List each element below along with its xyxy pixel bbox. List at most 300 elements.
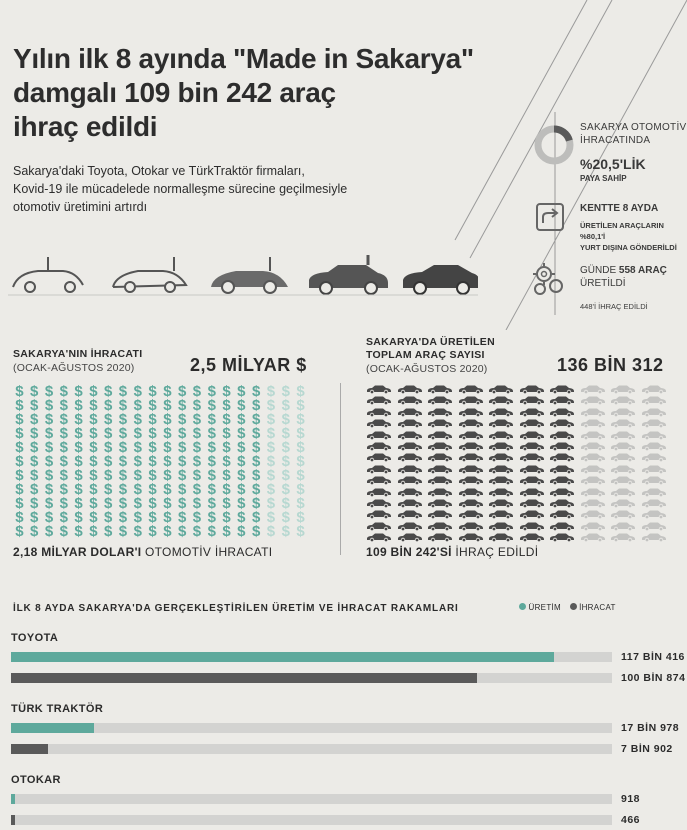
dollar-icon: $ (74, 425, 83, 442)
dollar-icon: $ (266, 495, 276, 512)
dollar-icon: $ (30, 439, 39, 456)
panel-divider (340, 383, 341, 555)
dollar-icon: $ (89, 481, 98, 498)
car-icon (610, 509, 636, 519)
car-icon (641, 418, 667, 428)
bar-track (11, 744, 612, 754)
dollar-icon: $ (192, 495, 202, 512)
car-icon (458, 441, 484, 451)
car-icon (519, 487, 545, 497)
car-icon (610, 441, 636, 451)
car-icon (519, 430, 545, 440)
dollar-icon: $ (251, 383, 261, 400)
dollar-icon: $ (251, 453, 261, 470)
dollar-icon: $ (30, 425, 39, 442)
car-icon (488, 430, 514, 440)
dollar-icon: $ (118, 425, 128, 442)
dollar-icon: $ (44, 397, 54, 414)
dollar-icon: $ (163, 397, 172, 414)
dollar-icon: $ (89, 453, 98, 470)
dollar-icon: $ (148, 425, 157, 442)
dollar-icon: $ (133, 411, 142, 428)
car-icon (610, 464, 636, 474)
dollar-icon: $ (237, 425, 246, 442)
dollar-icon: $ (266, 467, 276, 484)
dollar-icon: $ (89, 509, 98, 526)
car-icon (580, 487, 606, 497)
dollar-icon: $ (74, 495, 83, 512)
dollar-icon: $ (296, 453, 305, 470)
dollar-icon: $ (192, 425, 202, 442)
dollar-icon: $ (118, 397, 128, 414)
car-icon (366, 487, 392, 497)
car-icon (641, 509, 667, 519)
dollar-icon: $ (207, 523, 216, 540)
car-icon (397, 464, 423, 474)
bar-value-label: 7 BİN 902 (621, 743, 673, 755)
dollar-icon: $ (281, 411, 290, 428)
dollar-icon: $ (237, 481, 246, 498)
dollar-icon: $ (207, 397, 216, 414)
car-icon (641, 498, 667, 508)
dollar-icon: $ (222, 509, 231, 526)
car-icon (549, 430, 575, 440)
dollar-icon: $ (133, 397, 142, 414)
car-icon (427, 509, 453, 519)
dollar-icon: $ (163, 439, 172, 456)
legend-export-label: İHRACAT (579, 603, 616, 612)
dollar-icon: $ (296, 495, 305, 512)
dollar-icon: $ (30, 453, 39, 470)
car-icon (519, 521, 545, 531)
dollar-icon: $ (30, 397, 39, 414)
dollar-icon: $ (177, 383, 187, 400)
dollar-icon: $ (237, 453, 246, 470)
vehicle-period: (OCAK-AĞUSTOS 2020) (366, 363, 488, 375)
car-icon (458, 475, 484, 485)
dollar-icon: $ (44, 481, 54, 498)
car-icon (427, 532, 453, 542)
dollar-icon: $ (163, 509, 172, 526)
car-icon (641, 430, 667, 440)
car-icon (610, 384, 636, 394)
car-icon (366, 509, 392, 519)
dollar-icon: $ (15, 481, 24, 498)
car-icon (366, 464, 392, 474)
dollar-icon: $ (118, 481, 128, 498)
dollar-icon: $ (104, 425, 113, 442)
bar-value-label: 117 BİN 416 (621, 651, 685, 663)
car-icon (366, 452, 392, 462)
car-icon (397, 395, 423, 405)
car-icon (488, 509, 514, 519)
export-total: 2,5 MİLYAR $ (190, 355, 307, 375)
dollar-icon: $ (237, 467, 246, 484)
car-icon (641, 395, 667, 405)
dollar-icon: $ (44, 509, 54, 526)
car-icon (641, 407, 667, 417)
car-icon (580, 452, 606, 462)
car-icon (397, 509, 423, 519)
car-icon (458, 521, 484, 531)
car-icon (488, 407, 514, 417)
dollar-icon: $ (177, 481, 187, 498)
car-icon (366, 521, 392, 531)
car-icon (427, 418, 453, 428)
dollar-icon: $ (177, 453, 187, 470)
car-icon (397, 407, 423, 417)
car-icon (397, 521, 423, 531)
dollar-icon: $ (222, 523, 231, 540)
car-icon (610, 532, 636, 542)
dollar-icon: $ (59, 481, 68, 498)
dollar-icon: $ (192, 509, 202, 526)
car-icon-grid (366, 384, 671, 543)
dollar-icon: $ (59, 495, 68, 512)
legend-export-swatch (570, 603, 577, 610)
car-icon (427, 430, 453, 440)
dollar-icon: $ (30, 383, 39, 400)
dollar-icon: $ (163, 411, 172, 428)
dollar-icon: $ (251, 509, 261, 526)
car-icon (427, 498, 453, 508)
car-icon (641, 441, 667, 451)
vehicle-total: 136 BİN 312 (557, 355, 664, 375)
car-icon (519, 509, 545, 519)
car-icon (458, 384, 484, 394)
dollar-icon: $ (148, 439, 157, 456)
car-icon (641, 532, 667, 542)
car-icon (427, 521, 453, 531)
dollar-icon: $ (281, 383, 290, 400)
bar-track (11, 723, 612, 733)
dollar-icon-grid (12, 385, 308, 539)
bar-production (11, 723, 94, 733)
car-icon (641, 475, 667, 485)
car-icon (488, 452, 514, 462)
dollar-icon: $ (296, 523, 305, 540)
dollar-icon: $ (104, 383, 113, 400)
page-subtitle: Sakarya'daki Toyota, Otokar ve TürkTraktör firmaları, Kovid-19 ile mücadelede normalleşme sürecine geçilmesiyle otomotiv üretimini artırdı (13, 164, 348, 214)
car-icon (519, 532, 545, 542)
bar-export (11, 815, 15, 825)
dollar-icon: $ (118, 509, 128, 526)
car-icon (366, 441, 392, 451)
dollar-icon: $ (207, 495, 216, 512)
chart-legend (519, 603, 616, 612)
dollar-icon: $ (59, 453, 68, 470)
dollar-icon: $ (296, 509, 305, 526)
dollar-icon: $ (44, 495, 54, 512)
car-icon (458, 498, 484, 508)
bar-track (11, 794, 612, 804)
dollar-icon: $ (281, 495, 290, 512)
dollar-icon: $ (30, 411, 39, 428)
dollar-icon: $ (207, 425, 216, 442)
car-icon (549, 452, 575, 462)
dollar-icon: $ (251, 481, 261, 498)
dollar-icon: $ (192, 411, 202, 428)
dollar-icon: $ (133, 523, 142, 540)
car-icon (549, 384, 575, 394)
car-icon (488, 395, 514, 405)
car-icon (488, 487, 514, 497)
dollar-icon: $ (251, 411, 261, 428)
car-icon (366, 498, 392, 508)
car-icon (549, 464, 575, 474)
dollar-icon: $ (59, 383, 68, 400)
car-icon (366, 532, 392, 542)
dollar-icon: $ (148, 523, 157, 540)
export-info: KENTTE 8 AYDA ÜRETİLEN ARAÇLARIN %80,1'İ YURT DIŞINA GÖNDERİLDİ (580, 203, 677, 252)
dollar-icon: $ (74, 453, 83, 470)
dollar-icon: $ (104, 467, 113, 484)
bar-production (11, 652, 554, 662)
dollar-icon: $ (74, 439, 83, 456)
car-icon (610, 452, 636, 462)
category-label: TÜRK TRAKTÖR (11, 703, 104, 715)
bar-value-label: 918 (621, 793, 641, 805)
bar-production (11, 794, 15, 804)
legend-production-label: ÜRETİM (528, 603, 561, 612)
dollar-icon: $ (74, 383, 83, 400)
car-icon (397, 430, 423, 440)
dollar-icon: $ (15, 467, 24, 484)
car-icon (580, 441, 606, 451)
dollar-icon: $ (192, 481, 202, 498)
dollar-icon: $ (30, 495, 39, 512)
dollar-icon: $ (266, 481, 276, 498)
bar-value-label: 17 BİN 978 (621, 722, 680, 734)
dollar-icon: $ (266, 523, 276, 540)
car-icon (397, 498, 423, 508)
car-icon (427, 464, 453, 474)
dollar-icon: $ (222, 467, 231, 484)
car-icon (366, 430, 392, 440)
dollar-icon: $ (44, 439, 54, 456)
dollar-icon: $ (44, 453, 54, 470)
dollar-icon: $ (104, 509, 113, 526)
dollar-icon: $ (237, 383, 246, 400)
dollar-icon: $ (74, 411, 83, 428)
dollar-icon: $ (133, 383, 142, 400)
dollar-icon: $ (104, 523, 113, 540)
dollar-icon: $ (296, 397, 305, 414)
car-icon (488, 441, 514, 451)
car-icon (610, 475, 636, 485)
share-info: SAKARYA OTOMOTİV İHRACATINDA %20,5'LİK PAYA SAHİP (580, 122, 687, 183)
car-icon (397, 384, 423, 394)
dollar-icon: $ (44, 523, 54, 540)
car-icon (397, 532, 423, 542)
dollar-icon: $ (148, 481, 157, 498)
car-icon (549, 395, 575, 405)
car-icon (366, 384, 392, 394)
donut-share-icon (532, 123, 576, 167)
car-icon (427, 487, 453, 497)
car-icon (397, 487, 423, 497)
dollar-icon: $ (89, 425, 98, 442)
car-icon (580, 418, 606, 428)
dollar-icon: $ (148, 453, 157, 470)
dollar-icon: $ (118, 383, 128, 400)
dollar-icon: $ (133, 453, 142, 470)
dollar-icon: $ (177, 509, 187, 526)
dollar-icon: $ (163, 453, 172, 470)
chart-title: İLK 8 AYDA SAKARYA'DA GERÇEKLEŞTİRİLEN ÜRETİM VE İHRACAT RAKAMLARI (13, 603, 459, 614)
dollar-icon: $ (74, 509, 83, 526)
dollar-icon: $ (118, 453, 128, 470)
dollar-icon: $ (15, 383, 24, 400)
bar-value-label: 466 (621, 814, 641, 826)
dollar-icon: $ (15, 411, 24, 428)
dollar-icon: $ (281, 397, 290, 414)
dollar-icon: $ (281, 509, 290, 526)
car-icon (427, 475, 453, 485)
dollar-icon: $ (104, 411, 113, 428)
car-icon (397, 418, 423, 428)
dollar-icon: $ (266, 509, 276, 526)
vehicle-footer: 109 BİN 242'Sİ İHRAÇ EDİLDİ (366, 545, 539, 559)
dollar-icon: $ (118, 467, 128, 484)
category-label: TOYOTA (11, 632, 59, 644)
dollar-icon: $ (104, 453, 113, 470)
car-icon (519, 407, 545, 417)
dollar-icon: $ (163, 495, 172, 512)
dollar-icon: $ (192, 467, 202, 484)
dollar-icon: $ (133, 509, 142, 526)
dollar-icon: $ (207, 467, 216, 484)
dollar-icon: $ (192, 397, 202, 414)
car-icon (641, 487, 667, 497)
car-icon (458, 464, 484, 474)
dollar-icon: $ (163, 383, 172, 400)
car-icon (549, 521, 575, 531)
dollar-icon: $ (59, 467, 68, 484)
dollar-icon: $ (74, 481, 83, 498)
dollar-icon: $ (89, 467, 98, 484)
dollar-icon: $ (59, 397, 68, 414)
dollar-icon: $ (15, 439, 24, 456)
dollar-icon: $ (296, 467, 305, 484)
car-icon (610, 521, 636, 531)
dollar-icon: $ (296, 411, 305, 428)
dollar-icon: $ (163, 481, 172, 498)
dollar-icon: $ (251, 397, 261, 414)
car-icon (458, 532, 484, 542)
bar-export (11, 744, 48, 754)
dollar-icon: $ (44, 467, 54, 484)
car-icon (580, 430, 606, 440)
car-icon (610, 395, 636, 405)
dollar-icon: $ (44, 383, 54, 400)
bar-value-label: 100 BİN 874 (621, 672, 686, 684)
dollar-icon: $ (148, 411, 157, 428)
dollar-icon: $ (251, 439, 261, 456)
dollar-icon: $ (133, 495, 142, 512)
dollar-icon: $ (74, 467, 83, 484)
dollar-icon: $ (177, 439, 187, 456)
car-icon (519, 498, 545, 508)
car-icon (488, 464, 514, 474)
dollar-icon: $ (222, 383, 231, 400)
car-icon (610, 487, 636, 497)
dollar-icon: $ (44, 411, 54, 428)
export-period: (OCAK-AĞUSTOS 2020) (13, 362, 135, 374)
car-icon (397, 452, 423, 462)
dollar-icon: $ (104, 397, 113, 414)
dollar-icon: $ (222, 495, 231, 512)
dollar-icon: $ (177, 397, 187, 414)
car-icon (549, 487, 575, 497)
dollar-icon: $ (222, 439, 231, 456)
dollar-icon: $ (177, 467, 187, 484)
car-icon (488, 475, 514, 485)
dollar-icon: $ (59, 411, 68, 428)
car-icon (427, 407, 453, 417)
car-icon (580, 498, 606, 508)
car-icon (397, 441, 423, 451)
dollar-icon: $ (15, 523, 24, 540)
car-icon (366, 407, 392, 417)
car-icon (549, 475, 575, 485)
car-icon (458, 487, 484, 497)
car-icon (580, 475, 606, 485)
dollar-icon: $ (207, 509, 216, 526)
daily-production-info: GÜNDE 558 ARAÇ ÜRETİLDİ 448'İ İHRAÇ EDİLDİ (580, 265, 667, 311)
car-icon (580, 384, 606, 394)
car-icon (580, 532, 606, 542)
car-icon (458, 407, 484, 417)
dollar-icon: $ (177, 495, 187, 512)
bar-export (11, 673, 477, 683)
dollar-icon: $ (30, 509, 39, 526)
car-icon (366, 395, 392, 405)
dollar-icon: $ (266, 453, 276, 470)
car-icon (641, 384, 667, 394)
dollar-icon: $ (74, 397, 83, 414)
car-icon (458, 509, 484, 519)
dollar-icon: $ (133, 481, 142, 498)
dollar-icon: $ (237, 397, 246, 414)
dollar-icon: $ (15, 425, 24, 442)
dollar-icon: $ (207, 411, 216, 428)
dollar-icon: $ (222, 481, 231, 498)
car-icon (549, 509, 575, 519)
car-icon (458, 418, 484, 428)
dollar-icon: $ (133, 439, 142, 456)
vehicle-label-1: SAKARYA'DA ÜRETİLEN (366, 336, 495, 348)
car-icon (427, 452, 453, 462)
dollar-icon: $ (148, 509, 157, 526)
dollar-icon: $ (192, 383, 202, 400)
dollar-icon: $ (237, 439, 246, 456)
dollar-icon: $ (59, 425, 68, 442)
dollar-icon: $ (148, 383, 157, 400)
dollar-icon: $ (104, 495, 113, 512)
dollar-icon: $ (89, 523, 98, 540)
dollar-icon: $ (89, 495, 98, 512)
car-icon (549, 532, 575, 542)
car-icon (427, 441, 453, 451)
car-icon (641, 464, 667, 474)
car-icon (519, 452, 545, 462)
car-icon (458, 430, 484, 440)
bar-track (11, 652, 612, 662)
dollar-icon: $ (59, 523, 68, 540)
dollar-icon: $ (59, 509, 68, 526)
dollar-icon: $ (192, 453, 202, 470)
